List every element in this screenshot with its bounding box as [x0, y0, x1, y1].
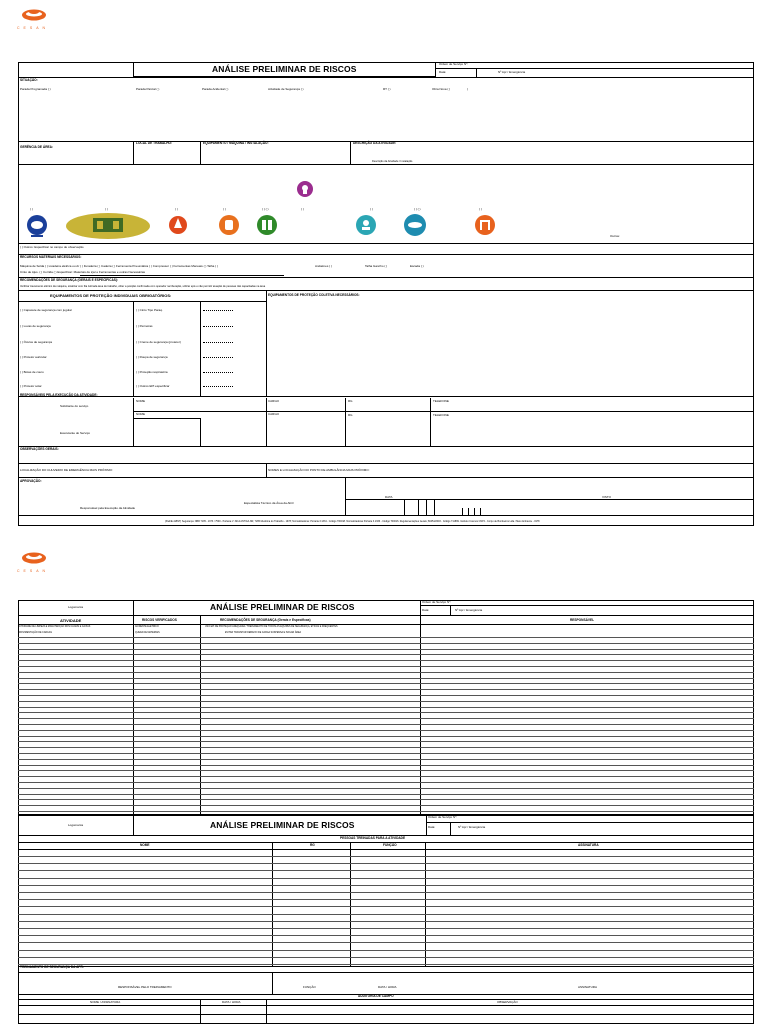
header-os: Ordem de Serviço Nº: — [439, 62, 469, 66]
page2-header-date: Data: — [422, 608, 430, 612]
table-row — [18, 654, 754, 655]
table-row — [18, 660, 754, 661]
table-row — [18, 885, 754, 886]
table-row — [18, 747, 754, 748]
row2-recomendacao: EVITAR TRANSITAR DEBAIXO DE CARGA SUSPENSA E ISOLAR ÁREA — [225, 632, 302, 634]
footer-legal: (Padrão ABNT) Segurança: NBR 7195 - 1973 / 7500 - Portaria nº 3214 ANTIGA NR, 7295 Medicina do Trabalho - 1978; Normalizadoras: Portaria 3.1334 - Código 700018. Normalizadoras Portaria 3.1336 - Código 700016. Regulamentações Gerais; 80454/2003 - Código 711869. Instituto Cosmos CNPJ - Corpo de Bombeiros Ltda / Meio Ambiente - 1978 — [165, 520, 540, 523]
auditoria-observacao: OBSERVAÇÃO — [497, 1000, 518, 1004]
brand-logo-icon — [18, 8, 50, 24]
table-row — [18, 950, 754, 951]
epi-capacete[interactable]: ( ) Capacete de segurança com jugular — [20, 308, 72, 312]
table-row — [18, 788, 754, 789]
table-row — [18, 730, 754, 731]
row1-recomendacao: USO EPI DE PROTEÇÃO ADEQUADA / TREINAMENTO DE TODOS AS EQUIPES DE SEGURANÇA, ÉTICAS E FREQUENTES — [205, 626, 338, 628]
responsaveis-label: RESPONSÁVEIS PELA EXECUÇÃO DA ATIVIDADE: — [20, 393, 98, 397]
table-row — [18, 805, 754, 806]
table-row — [18, 741, 754, 742]
page3-title: ANÁLISE PRELIMINAR DE RISCOS — [210, 820, 355, 830]
opt-atividade-seguranca[interactable]: Atividade de Segurança ( ) — [268, 87, 304, 91]
table-row — [18, 678, 754, 679]
table-row — [18, 683, 754, 684]
header-date: Data: — [439, 70, 447, 74]
ppe-kit-icon — [65, 212, 151, 240]
nome-label-1: NOME — [136, 399, 145, 403]
mask-icon — [26, 214, 48, 238]
table-row — [18, 906, 754, 907]
brand-name-2: CESAN — [17, 569, 50, 573]
purple-safety-icon — [296, 180, 314, 198]
treinamento-data: DATA / HORA — [378, 985, 397, 989]
opt-talha-gancho[interactable]: Talha Gancho ( ) — [365, 264, 388, 268]
opt-escada[interactable]: Escada ( ) — [410, 264, 424, 268]
brand-logo-icon-2 — [18, 551, 50, 567]
opt-parada-parcial[interactable]: Parada Parcial ( ) — [136, 87, 160, 91]
aprovacao-visto: VISTO — [602, 495, 611, 499]
auditoria-label: AUDITORIA DE CAMPO — [358, 994, 394, 998]
col-nome: NOME — [140, 843, 150, 847]
icon-mark-7[interactable]: ( ) — [370, 207, 373, 211]
table-row — [18, 921, 754, 922]
observacoes-label: OBSERVAÇÕES GERAIS: — [20, 447, 59, 451]
table-row — [18, 957, 754, 958]
aprovacao-data: DATA — [385, 495, 393, 499]
table-row — [18, 765, 754, 766]
table-row — [18, 695, 754, 696]
executante-label: Executante do Serviço — [60, 431, 91, 435]
ambulancia-label: NOMES E LOCALIZAÇÃO DO PONTO DE AMBULÂNCIA MAIS PRÓXIMO: — [268, 468, 370, 472]
recursos-line1: Máquina de Solda ( ) Lixadeira elétrica ou Ar ( ) Furadeira ( ) Cadeira ( ) Ferramenta Pneumática ( ) Compressor ( ) Ferramentas Manuais ( ) Talha ( ) — [20, 264, 219, 268]
row1-risco: ACIDENTE ELÉTRICO — [135, 626, 159, 628]
table-row — [18, 736, 754, 737]
treinamento-label: TREINAMENTO DE SEGURANÇA DA APR: — [20, 965, 84, 969]
col-assinatura: ASSINATURA — [578, 843, 599, 847]
table-row — [18, 811, 754, 812]
boots-icon — [256, 214, 278, 238]
table-row — [18, 637, 754, 638]
helmet-icon — [474, 214, 496, 238]
table-row — [18, 964, 754, 965]
recursos-line2: Cinto de Ajus. ( ) Corrida ( ) Especificar: Materiais de içar e Ferramentas e outras Necessárias — [20, 270, 146, 274]
table-row — [18, 935, 754, 936]
fire-icon — [168, 214, 188, 238]
col-recomendacoes: RECOMENDAÇÕES DE SEGURANÇA (Gerais e Específicas) — [220, 618, 311, 622]
rg-label-2: RG — [348, 413, 353, 417]
outros-note: ( ) Outros: Especificar no campo de observação — [20, 245, 84, 249]
icon-mark-6[interactable]: ( ) — [301, 207, 304, 211]
equipamento-label: EQUIPAMENTO / MÁQUINA / INSTALAÇÃO: — [203, 141, 269, 145]
table-row — [18, 870, 754, 871]
opt-andaimes[interactable]: Andaimes ( ) — [315, 264, 333, 268]
table-row — [18, 794, 754, 795]
table-row — [18, 712, 754, 713]
table-row — [18, 782, 754, 783]
table-row — [18, 689, 754, 690]
table-row — [18, 776, 754, 777]
opt-close: ) — [467, 87, 468, 91]
opt-obra-nova[interactable]: Obra Nova ( ) — [432, 87, 451, 91]
table-row — [18, 878, 754, 879]
rg-label-1: RG — [348, 399, 353, 403]
brand-name: CESAN — [17, 26, 50, 30]
icon-mark-1[interactable]: ( ) — [30, 207, 33, 211]
logomarca-label-3: Logomarca — [68, 823, 84, 827]
page2-title: ANÁLISE PRELIMINAR DE RISCOS — [210, 602, 355, 612]
table-row — [18, 701, 754, 702]
row1-atividade: ATIVIDADE DE LIMPEZA E MANUTENÇÃO DOS CANAIS E CAIXAS — [19, 626, 91, 628]
col-riscos: RISCOS VERIFICADOS — [142, 618, 177, 622]
epi-outros[interactable]: ( ) Outros EPI especificar — [136, 384, 170, 388]
epi-botas[interactable]: ( ) Botas de couro — [20, 370, 44, 374]
page2-header-os: Ordem de Serviço Nº: — [422, 600, 452, 604]
epi-protetor-solar[interactable]: ( ) Protetor solar — [20, 384, 42, 388]
table-row — [18, 643, 754, 644]
table-row — [18, 759, 754, 760]
recomendacoes-text: Verificar travamento elétrico da máquina, sinalizar com fita zebrada área de trabalho, obter a posição confirmada com operador na liberação, utilizar epis e não permitir atuação de pessoas não capacitadas na área — [20, 285, 266, 288]
epi-luvas[interactable]: ( ) Luvas de segurança — [20, 324, 51, 328]
epi-respiratoria[interactable]: ( ) Proteção respiratória — [136, 370, 168, 374]
epi-creme[interactable]: ( ) Creme de segurança (protetor) — [136, 340, 181, 344]
icon-mark-3[interactable]: ( ) — [175, 207, 178, 211]
table-row — [18, 914, 754, 915]
page3-header-apr: Nº Apr / Emergência — [458, 825, 486, 829]
epc-label: EQUIPAMENTOS DE PROTEÇÃO COLETIVA NECESSÁRIOS: — [268, 293, 360, 297]
chuveiro-label: LOCALIZAÇÃO DO CHUVEIRO DE EMERGÊNCIA MAIS PRÓXIMO: — [20, 468, 113, 472]
icon-mark-5[interactable]: ( ) ( ) — [262, 207, 269, 211]
col-atividade: ATIVIDADE — [60, 618, 82, 623]
epi-cinto[interactable]: ( ) Cinto Tipo Paraq. — [136, 308, 163, 312]
icon-mark-8[interactable]: ( ) ( ) — [414, 207, 421, 211]
table-row — [18, 928, 754, 929]
treinamento-assinatura: ASSINATURA — [578, 985, 597, 989]
table-row — [18, 856, 754, 857]
table-row — [18, 649, 754, 650]
treinamento-responsavel: RESPONSÁVEL PELO TREINAMENTO — [118, 985, 172, 989]
harness-icon — [354, 214, 378, 238]
col-responsavel: RESPONSÁVEL — [570, 618, 595, 622]
table-row — [18, 666, 754, 667]
page2-header-apr: Nº Apr / Emergência — [455, 608, 483, 612]
treinamento-funcao: FUNÇÃO — [303, 985, 316, 989]
epi-protetor-auricular[interactable]: ( ) Protetor auricular — [20, 355, 47, 359]
auditoria-nome: NOME / ASSINATURA — [90, 1000, 121, 1004]
table-row — [18, 770, 754, 771]
table-row — [18, 672, 754, 673]
descricao-note: Descrição da Atividade / Instalação — [372, 160, 413, 163]
solicitante-label: Solicitante do serviço — [60, 404, 89, 408]
epi-perneiras[interactable]: ( ) Perneiras — [136, 324, 153, 328]
page3-header-os: Ordem de Serviço Nº: — [428, 815, 458, 819]
aprovacao-responsavel: Responsável pela Execução da Atividade — [80, 506, 136, 510]
page3-header-date: Data: — [428, 825, 436, 829]
table-row — [18, 892, 754, 893]
table-row — [18, 724, 754, 725]
col-funcao: FUNÇÃO — [383, 843, 397, 847]
table-row — [18, 718, 754, 719]
table-row — [18, 863, 754, 864]
local-trabalho-label: LOCAL DE TRABALHO: — [136, 141, 173, 145]
row2-risco: QUEDA DE MATERIAIS — [135, 632, 160, 634]
cargo-label-2: CARGO — [268, 412, 280, 416]
page-title: ANÁLISE PRELIMINAR DE RISCOS — [212, 64, 357, 74]
cargo-label-1: CARGO — [268, 399, 280, 403]
opt-rt[interactable]: RT ( ) — [383, 87, 391, 91]
recursos-label: RECURSOS MATERIAIS NECESSÁRIOS: — [20, 255, 82, 259]
epi-roupa[interactable]: ( ) Roupa de segurança — [136, 355, 168, 359]
telefone-label-1: TELEFONE — [433, 399, 449, 403]
icon-caption: Outros: — [610, 234, 620, 238]
aprovacao-especialista: Especialista Técnico da Área da Abril — [244, 501, 294, 505]
icon-mark-2[interactable]: ( ) — [105, 207, 108, 211]
epi-label: EQUIPAMENTOS DE PROTEÇÃO INDIVIDUAIS OBRIGATÓRIOS: — [50, 293, 172, 298]
table-row — [18, 753, 754, 754]
opt-parada-programada[interactable]: Parada Programada ( ) — [20, 87, 51, 91]
epi-oculos[interactable]: ( ) Óculos de segurança — [20, 340, 53, 344]
gerencia-label: GERÊNCIA DE ÁREA: — [20, 145, 53, 149]
col-rg: RG — [310, 843, 315, 847]
descricao-label: DESCRIÇÃO DA ATIVIDADE: — [353, 141, 397, 145]
table-row — [18, 942, 754, 943]
icon-mark-4[interactable]: ( ) — [223, 207, 226, 211]
goggles-icon — [403, 213, 427, 238]
pessoas-treinadas-label: PESSOAS TREINADAS PARA A ATIVIDADE — [340, 836, 406, 840]
nome-label-2: NOME — [136, 412, 145, 416]
row2-atividade: MOVIMENTAÇÃO DE CARGAS — [19, 632, 52, 634]
gloves-icon — [218, 214, 240, 238]
logomarca-label: Logomarca — [68, 605, 84, 609]
telefone-label-2: TELEFONE — [433, 413, 449, 417]
recomendacoes-label: RECOMENDAÇÕES DE SEGURANÇA (GERAIS E ESPECÍFICAS): — [20, 278, 118, 282]
aprovacao-label: APROVAÇÃO: — [20, 479, 42, 483]
icon-mark-9[interactable]: ( ) — [479, 207, 482, 211]
auditoria-data: DATA / HORA — [222, 1000, 241, 1004]
table-row — [18, 899, 754, 900]
situacao-label: SITUAÇÃO: — [20, 78, 38, 82]
table-row — [18, 799, 754, 800]
table-row — [18, 707, 754, 708]
opt-parada-acidental[interactable]: Parada Acidental ( ) — [202, 87, 229, 91]
header-apr: Nº Apr / Emergência — [498, 70, 526, 74]
